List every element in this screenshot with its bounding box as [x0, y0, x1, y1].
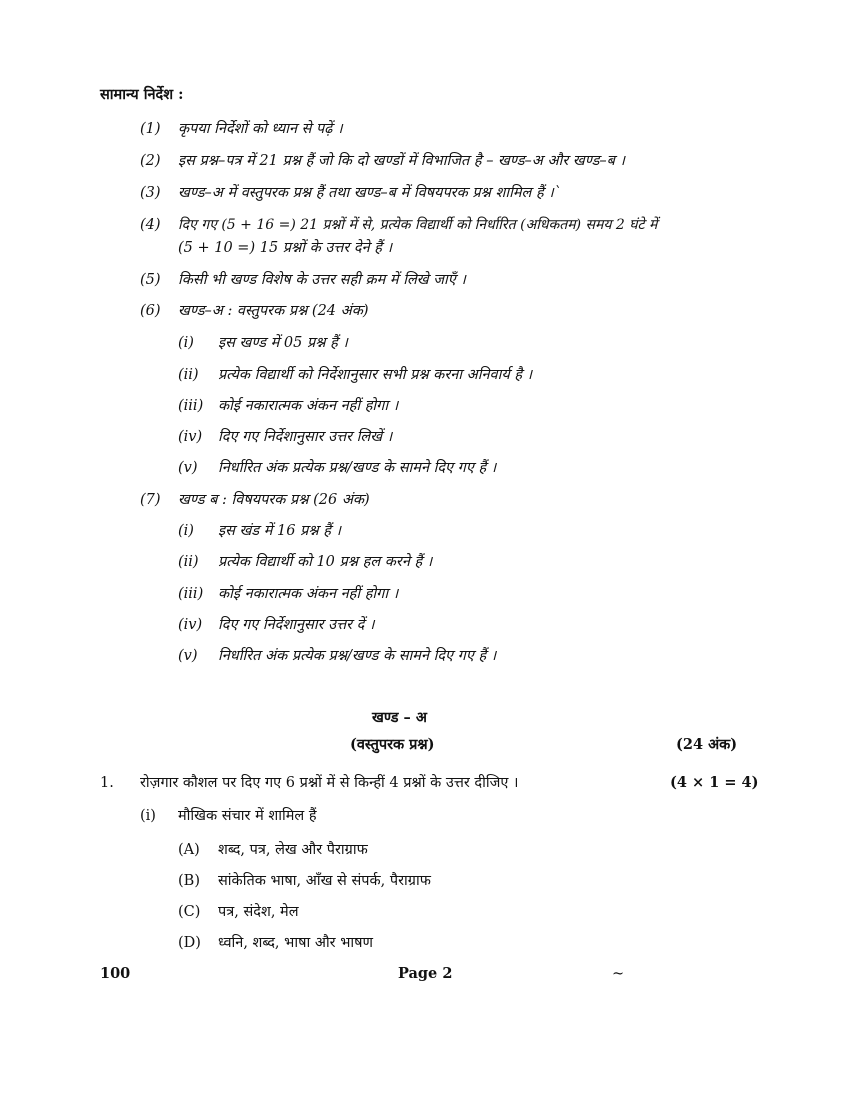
option-label: (B): [178, 873, 200, 889]
instruction-text: खण्ड–अ में वस्तुपरक प्रश्न हैं तथा खण्ड–ब में विषयपरक प्रश्न शामिल हैं ।`: [178, 185, 562, 201]
sub-item-text: इस खंड में 16 प्रश्न हैं ।: [218, 523, 342, 539]
sub-item-text: प्रत्येक विद्यार्थी को निर्देशानुसार सभी प्रश्न करना अनिवार्य है ।: [218, 367, 533, 383]
sub-item-number: (v): [178, 460, 198, 476]
sub-item-text: प्रत्येक विद्यार्थी को 10 प्रश्न हल करने हैं ।: [218, 554, 433, 570]
option-text: पत्र, संदेश, मेल: [218, 904, 299, 920]
question-marks: (4 × 1 = 4): [670, 774, 759, 791]
item-number: (7): [140, 492, 161, 508]
paper-code: 100: [100, 965, 131, 982]
section-subtitle: (वस्तुपरक प्रश्न): [350, 736, 435, 753]
sub-item-text: दिए गए निर्देशानुसार उत्तर दें ।: [218, 617, 375, 633]
sub-item-number: (i): [178, 335, 194, 351]
option-label: (A): [178, 842, 200, 858]
instruction-text: कृपया निर्देशों को ध्यान से पढ़ें ।: [178, 121, 343, 137]
sub-item-number: (ii): [178, 554, 199, 570]
question-number: 1.: [100, 775, 114, 791]
sub-item-number: (ii): [178, 367, 199, 383]
sub-item-text: दिए गए निर्देशानुसार उत्तर लिखें ।: [218, 429, 393, 445]
instruction-text: दिए गए (5 + 16 =) 21 प्रश्नों में से, प्रत्येक विद्यार्थी को निर्धारित (अधिकतम) समय 2 घंटे में: [178, 217, 658, 233]
page-number: Page 2: [398, 965, 453, 982]
item-number: (4): [140, 217, 161, 233]
sub-item-text: निर्धारित अंक प्रत्येक प्रश्न/खण्ड के सामने दिए गए हैं ।: [218, 648, 497, 664]
item-number: (1): [140, 121, 161, 137]
sub-item-number: (iv): [178, 429, 203, 445]
footer-mark: ~: [612, 966, 625, 982]
sub-item-number: (iv): [178, 617, 203, 633]
option-text: सांकेतिक भाषा, आँख से संपर्क, पैराग्राफ: [218, 873, 431, 889]
item-number: (3): [140, 185, 161, 201]
sub-question-text: मौखिक संचार में शामिल हैं: [178, 808, 317, 824]
sub-item-text: कोई नकारात्मक अंकन नहीं होगा ।: [218, 586, 399, 602]
instructions-heading: सामान्य निर्देश :: [100, 86, 184, 103]
instruction-text: खण्ड ब : विषयपरक प्रश्न (26 अंक): [178, 492, 370, 508]
section-title: खण्ड – अ: [372, 709, 427, 726]
option-text: शब्द, पत्र, लेख और पैराग्राफ: [218, 842, 368, 858]
sub-item-text: निर्धारित अंक प्रत्येक प्रश्न/खण्ड के सामने दिए गए हैं ।: [218, 460, 497, 476]
sub-item-text: कोई नकारात्मक अंकन नहीं होगा ।: [218, 398, 399, 414]
instruction-text: किसी भी खण्ड विशेष के उत्तर सही क्रम में लिखे जाएँ ।: [178, 272, 466, 288]
sub-question-number: (i): [140, 808, 156, 824]
instruction-text-continued: (5 + 10 =) 15 प्रश्नों के उत्तर देने हैं ।: [178, 240, 393, 256]
item-number: (6): [140, 303, 161, 319]
instruction-text: इस प्रश्न–पत्र में 21 प्रश्न हैं जो कि दो खण्डों में विभाजित है – खण्ड–अ और खण्ड–ब ।: [178, 153, 626, 169]
item-number: (2): [140, 153, 161, 169]
instruction-text: खण्ड–अ : वस्तुपरक प्रश्न (24 अंक): [178, 303, 369, 319]
sub-item-number: (iii): [178, 398, 204, 414]
option-label: (D): [178, 935, 201, 951]
section-marks: (24 अंक): [676, 736, 738, 753]
option-text: ध्वनि, शब्द, भाषा और भाषण: [218, 935, 374, 951]
question-text: रोज़गार कौशल पर दिए गए 6 प्रश्नों में से किन्हीं 4 प्रश्नों के उत्तर दीजिए ।: [140, 775, 519, 791]
item-number: (5): [140, 272, 161, 288]
option-label: (C): [178, 904, 201, 920]
sub-item-number: (iii): [178, 586, 204, 602]
sub-item-number: (i): [178, 523, 194, 539]
sub-item-number: (v): [178, 648, 198, 664]
sub-item-text: इस खण्ड में 05 प्रश्न हैं ।: [218, 335, 348, 351]
